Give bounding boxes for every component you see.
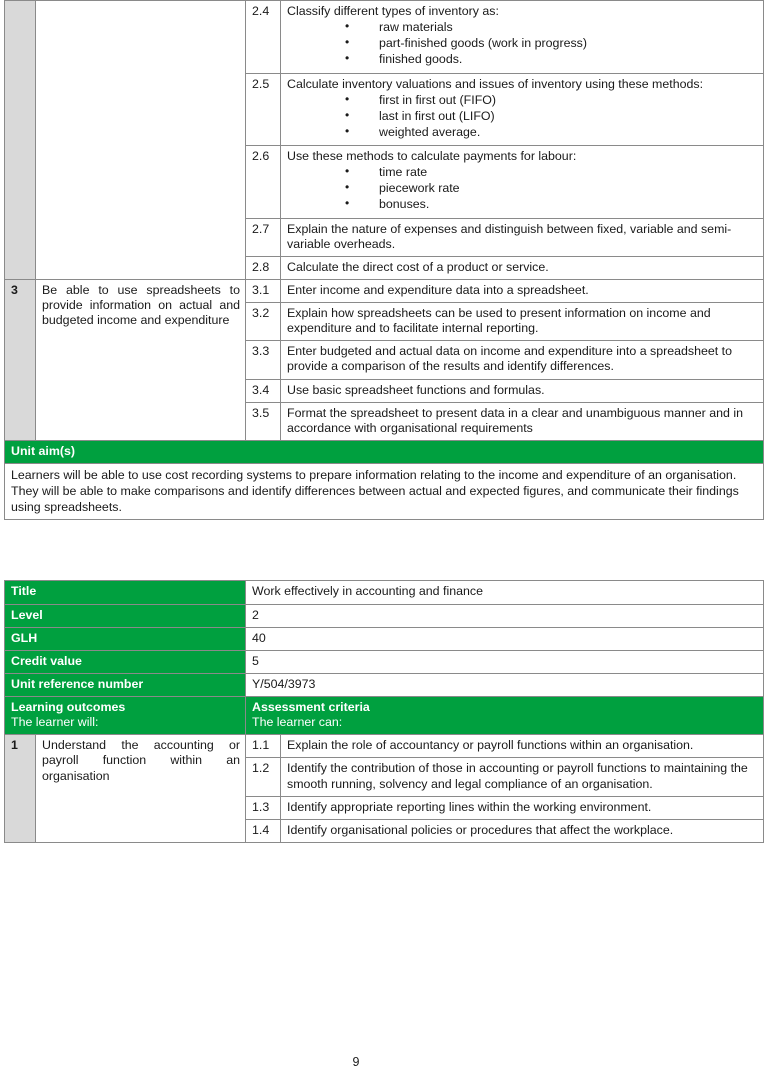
- assessment-criteria-title: Assessment criteria: [252, 700, 370, 714]
- criteria-number: 1.2: [246, 758, 281, 796]
- assessment-criteria-header: [246, 697, 764, 735]
- criteria-text: Identify appropriate reporting lines within the working environment.: [281, 796, 764, 819]
- criteria-number: 1.4: [246, 819, 281, 842]
- row-label-title: Title: [5, 581, 246, 604]
- criteria-number: 1.3: [246, 796, 281, 819]
- list-item: • finished goods.: [345, 52, 758, 67]
- row-value-credit-value: 5: [246, 650, 764, 673]
- criteria-number: 2.6: [246, 146, 281, 219]
- criteria-text: Use basic spreadsheet functions and formulas.: [281, 379, 764, 402]
- criteria-text: Identify the contribution of those in accounting or payroll functions to maintaining the smooth running, solvency and legal compliance of an organisation.: [281, 758, 764, 796]
- list-item: • bonuses.: [345, 197, 758, 212]
- list-item: • piecework rate: [345, 181, 758, 196]
- learning-outcomes-subtitle: The learner will:: [11, 715, 99, 730]
- table-row: [5, 1, 764, 74]
- list-item: • last in first out (LIFO): [345, 109, 758, 124]
- row-label-glh: GLH: [5, 627, 246, 650]
- criteria-number: 2.8: [246, 256, 281, 279]
- table-row-credit-value: [5, 650, 764, 673]
- criteria-text-cell: [281, 1, 764, 74]
- outcome-text: Understand the accounting or payroll function within an organisation: [36, 735, 246, 843]
- row-value-level: 2: [246, 604, 764, 627]
- criteria-number: 3.5: [246, 402, 281, 440]
- table-row-unit-reference-number: [5, 673, 764, 696]
- unit-detail-rows: [5, 581, 764, 843]
- unit-aims-heading-row: [5, 440, 764, 463]
- row-value-glh: 40: [246, 627, 764, 650]
- unit-continuation-rows: [5, 1, 764, 520]
- outcome-number: 1: [5, 735, 36, 843]
- criteria-text: Calculate the direct cost of a product or service.: [281, 256, 764, 279]
- criteria-number: 3.3: [246, 341, 281, 379]
- learning-outcomes-title: Learning outcomes: [11, 700, 126, 714]
- criteria-text: Identify organisational policies or procedures that affect the workplace.: [281, 819, 764, 842]
- outcome-text: Be able to use spreadsheets to provide information on actual and budgeted income and expenditure: [36, 279, 246, 440]
- page-number: 9: [352, 1055, 360, 1069]
- unit-aims-text: Learners will be able to use cost recording systems to prepare information relating to the income and expenditure of an organisation. They will be able to make comparisons and identify differences between actual and expected figures, and communicate their findings using spreadsheets.: [5, 464, 764, 520]
- outcome-text-cell: [36, 1, 246, 280]
- unit-aims-heading: Unit aim(s): [5, 440, 764, 463]
- unit-detail-table: [4, 580, 764, 843]
- row-label-level: Level: [5, 604, 246, 627]
- row-value-title: Work effectively in accounting and finance: [246, 581, 764, 604]
- table-row-level: [5, 604, 764, 627]
- criteria-number: 2.4: [246, 1, 281, 74]
- criteria-text: Enter budgeted and actual data on income and expenditure into a spreadsheet to provide a comparison of the results and identify differences.: [281, 341, 764, 379]
- criteria-text: Enter income and expenditure data into a spreadsheet.: [281, 279, 764, 302]
- unit-continuation-table: [4, 0, 764, 520]
- criteria-text-cell: [281, 73, 764, 146]
- unit-aims-body-row: [5, 464, 764, 520]
- criteria-text: Calculate inventory valuations and issues of inventory using these methods:: [287, 76, 704, 91]
- table-row: [5, 279, 764, 302]
- criteria-text: Format the spreadsheet to present data in a clear and unambiguous manner and in accordance with organisational requirements: [281, 402, 764, 440]
- list-item: • time rate: [345, 165, 758, 180]
- learning-outcomes-header: [5, 697, 246, 735]
- learning-outcomes-header-row: [5, 697, 764, 735]
- table-spacer: [0, 520, 768, 580]
- criteria-number: 2.5: [246, 73, 281, 146]
- criteria-text: Explain the role of accountancy or payroll functions within an organisation.: [281, 735, 764, 758]
- criteria-text: Explain how spreadsheets can be used to present information on income and expenditure and to facilitate internal reporting.: [281, 303, 764, 341]
- list-item: • first in first out (FIFO): [345, 93, 758, 108]
- criteria-number: 3.1: [246, 279, 281, 302]
- table-row-title: [5, 581, 764, 604]
- criteria-number: 3.2: [246, 303, 281, 341]
- list-item: • part-finished goods (work in progress): [345, 36, 758, 51]
- row-value-unit-reference-number: Y/504/3973: [246, 673, 764, 696]
- criteria-bullet-list: [287, 165, 758, 212]
- criteria-text-cell: [281, 146, 764, 219]
- table-row: [5, 735, 764, 758]
- row-label-credit-value: Credit value: [5, 650, 246, 673]
- table-row-glh: [5, 627, 764, 650]
- assessment-criteria-subtitle: The learner can:: [252, 715, 343, 730]
- criteria-text: Explain the nature of expenses and distinguish between fixed, variable and semi-variable overheads.: [281, 218, 764, 256]
- outcome-number-cell: [5, 1, 36, 280]
- criteria-number: 2.7: [246, 218, 281, 256]
- list-item: • raw materials: [345, 20, 758, 35]
- criteria-number: 1.1: [246, 735, 281, 758]
- criteria-bullet-list: [287, 93, 758, 140]
- row-label-unit-reference-number: Unit reference number: [5, 673, 246, 696]
- criteria-bullet-list: [287, 20, 758, 67]
- criteria-text: Classify different types of inventory as:: [287, 4, 499, 18]
- criteria-number: 3.4: [246, 379, 281, 402]
- outcome-number: 3: [5, 279, 36, 440]
- list-item: • weighted average.: [345, 125, 758, 140]
- criteria-text: Use these methods to calculate payments for labour:: [287, 149, 577, 163]
